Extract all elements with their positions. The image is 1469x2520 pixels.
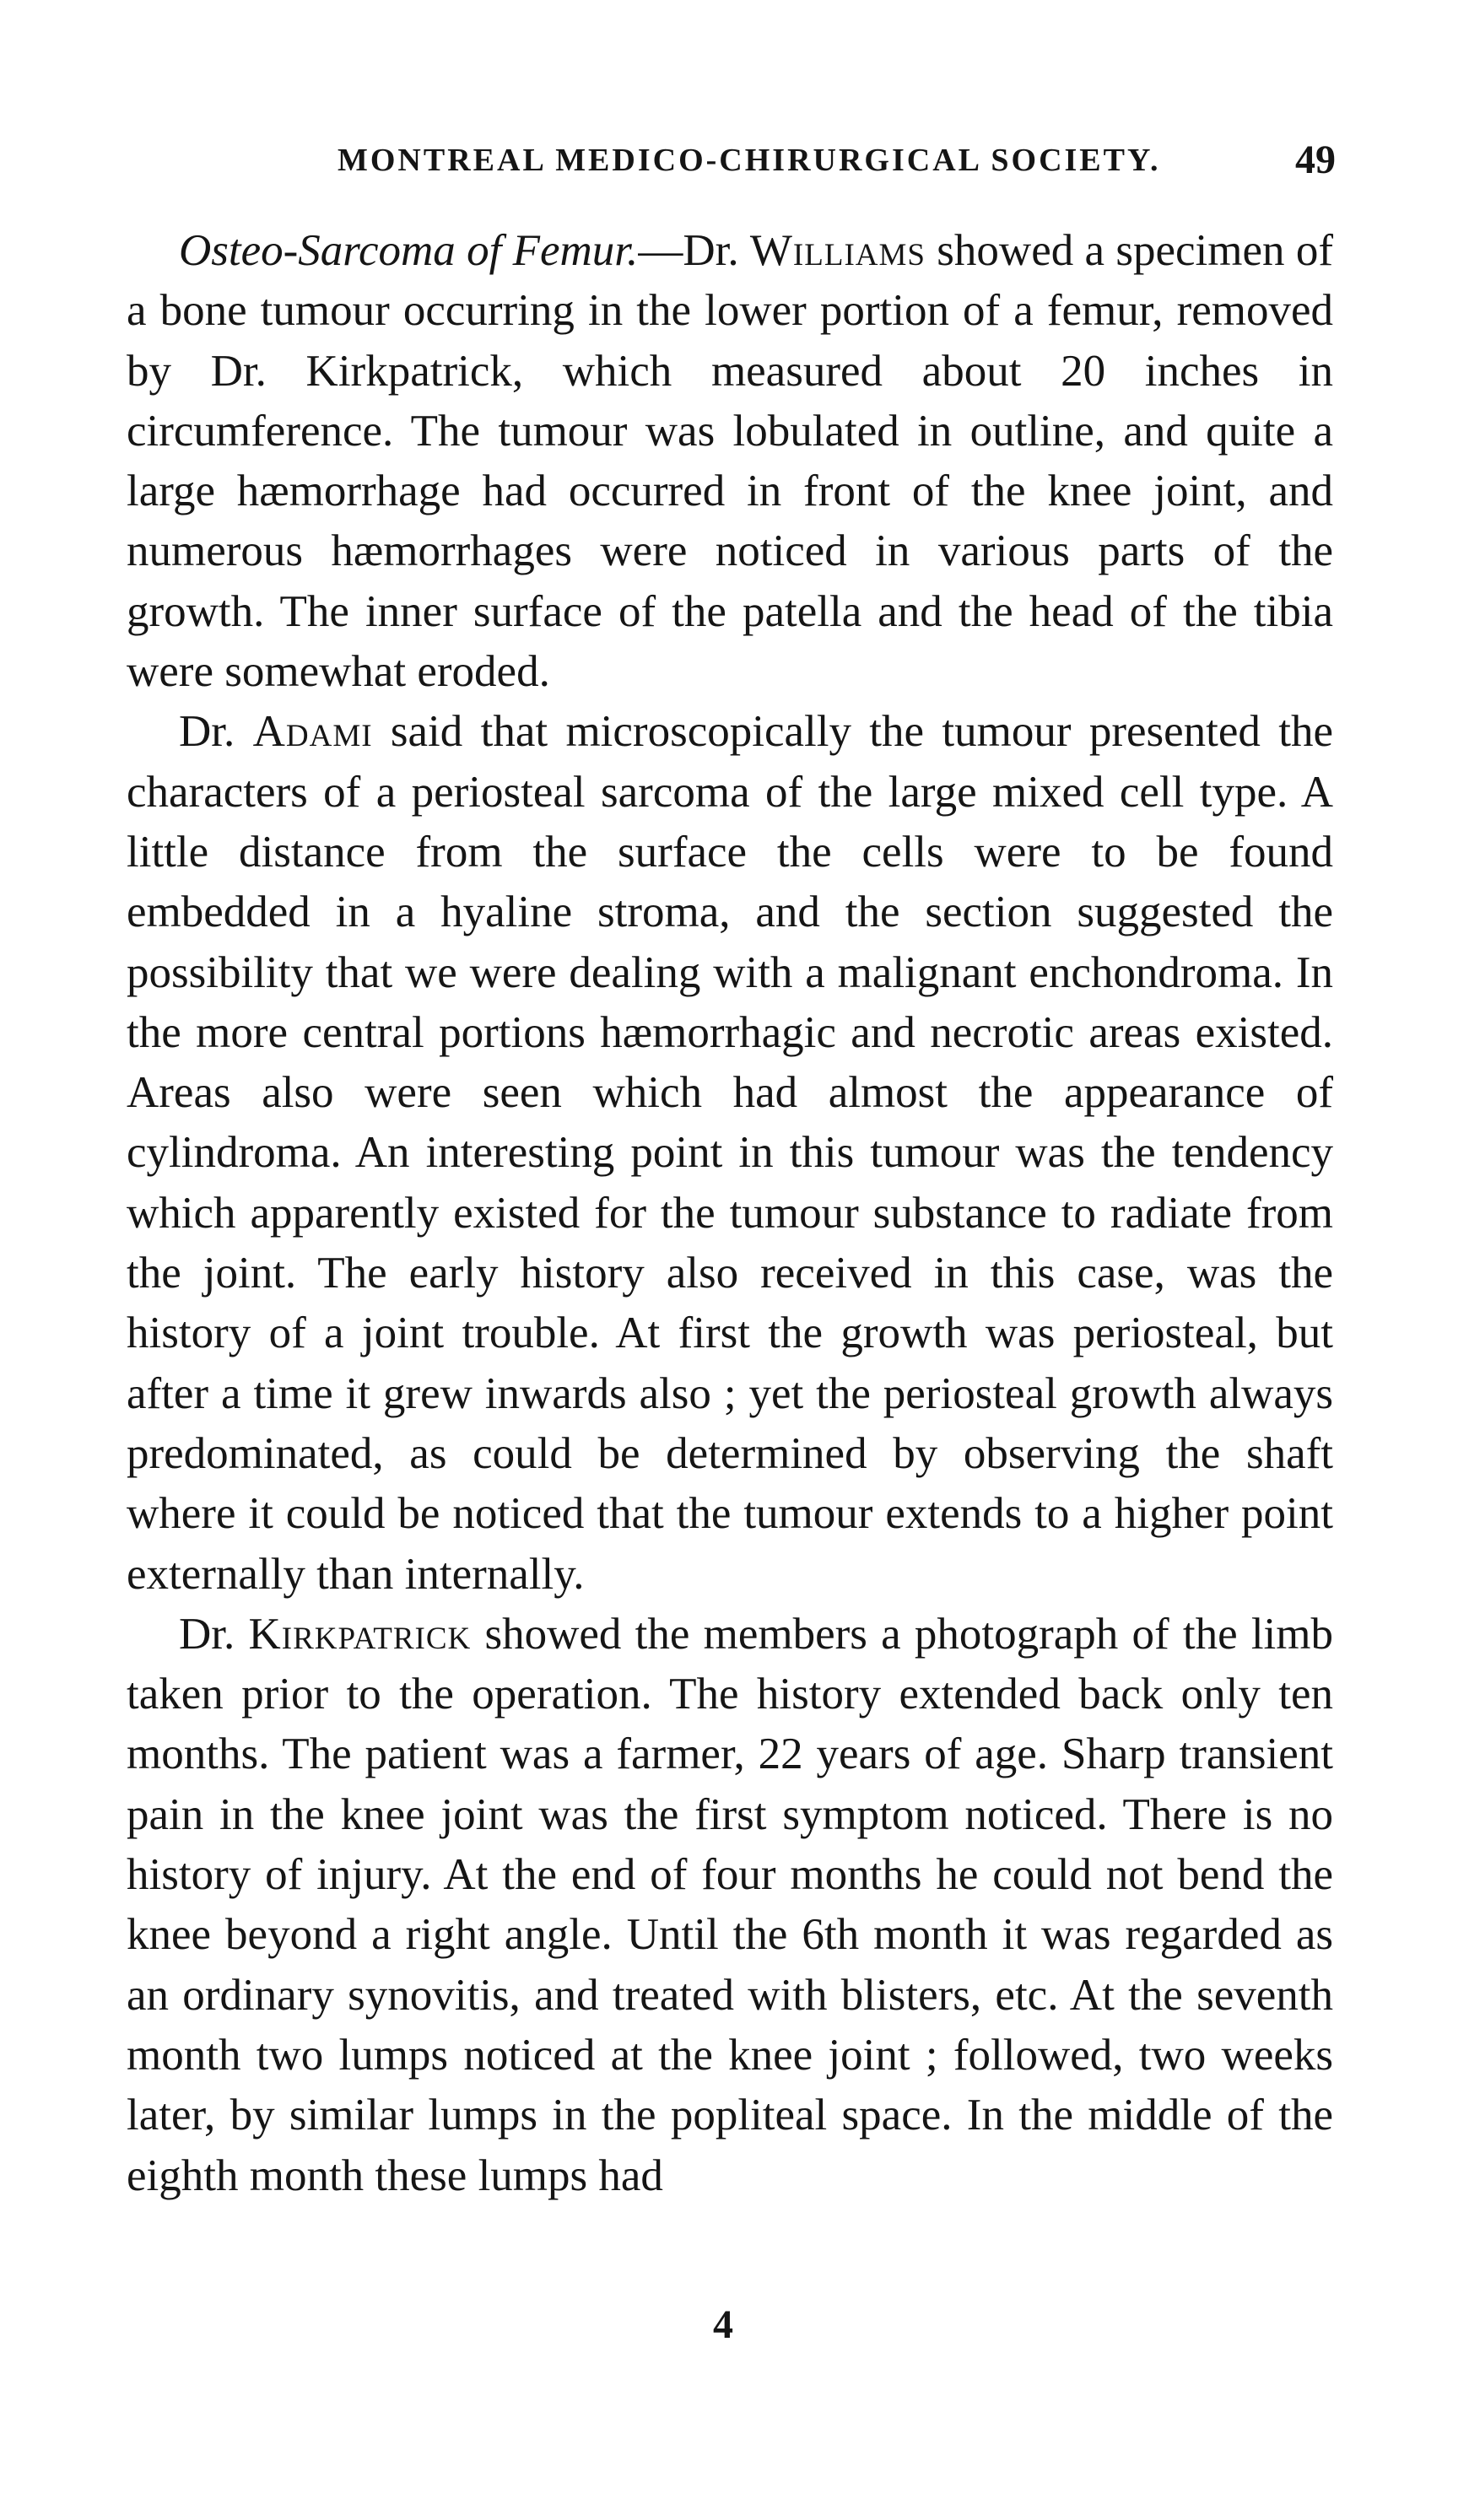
speaker-prefix: Dr. [683, 226, 750, 275]
speaker-prefix: Dr. [179, 1609, 249, 1659]
paragraph-text: said that microscopically the tumour presented the characters of a periosteal sarcoma of the large mixed cell type. A little distance from the surface the cells were to be found embedded in a hyaline stroma, and the section suggested the possibility that we were dealing with a malignant enchondroma. In the more central portions hæmorrhagic and necrotic areas existed. Areas also were seen which had almost the appearance of cylindroma. An interesting point in this tumour was the tendency which apparently existed for the tumour substance to radiate from the joint. The early history also received in this case, was the history of a joint trouble. At first the growth was periosteal, but after a time it grew inwards also ; yet the periosteal growth always predominated, as could be determined by observing the shaft where it could be noticed that the tumour extends to a higher point externally than internally. [127, 707, 1334, 1599]
section-title: Osteo-Sarcoma of Femur. [179, 226, 639, 275]
speaker-name: Kirkpatrick [248, 1609, 472, 1659]
paragraph-williams [127, 221, 1333, 702]
paragraph-kirkpatrick [127, 1605, 1333, 2206]
paragraph-text: showed a specimen of a bone tumour occurring in the lower portion of a femur, removed by Dr. Kirkpatrick, which measured about 20 inches in circumference. The tumour was lobulated in outline, and quite a large hæmorrhage had occurred in front of the knee joint, and numerous hæmorrhages were noticed in various parts of the growth. The inner surface of the patella and the head of the tibia were somewhat eroded. [127, 226, 1334, 697]
speaker-name: Williams [749, 226, 926, 275]
speaker-name: Adami [252, 707, 373, 757]
running-title: MONTREAL MEDICO-CHIRURGICAL SOCIETY. [338, 143, 1161, 178]
page-number: 49 [1295, 138, 1336, 182]
title-dash: — [638, 226, 683, 275]
speaker-prefix: Dr. [179, 707, 253, 757]
paragraph-adami [127, 702, 1333, 1604]
body-text [127, 221, 1333, 2206]
paragraph-text: showed the members a photograph of the limb taken prior to the operation. The history extended back only ten months. The patient was a farmer, 22 years of age. Sharp transient pain in the knee joint was the first symptom noticed. There is no history of injury. At the end of four months he could not bend the knee beyond a right angle. Until the 6th month it was regarded as an ordinary synovitis, and treated with blisters, etc. At the seventh month two lumps noticed at the knee joint ; followed, two weeks later, by similar lumps in the popliteal space. In the middle of the eighth month these lumps had [127, 1609, 1334, 2200]
signature-mark: 4 [713, 2302, 733, 2347]
